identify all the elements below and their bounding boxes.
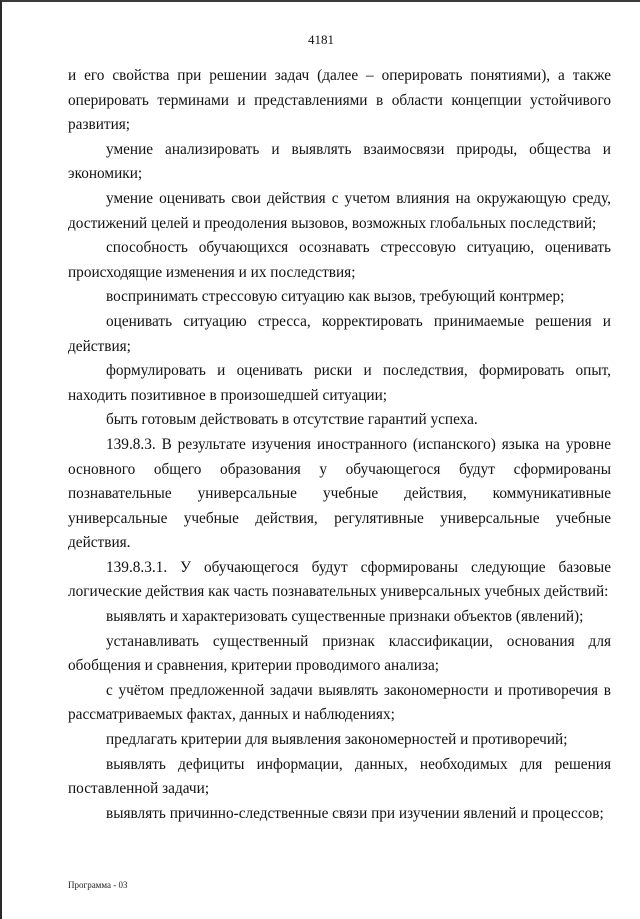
section-paragraph-139-8-3-1: 139.8.3.1. У обучающегося будут сформированы следующие базовые логические действия как часть познавательных универсальных учебных действий:	[68, 558, 611, 601]
paragraph: умение анализировать и выявлять взаимосвязи природы, общества и экономики;	[68, 140, 611, 183]
page-number: 4181	[308, 32, 334, 47]
paragraph: выявлять дефициты информации, данных, необходимых для решения поставленной задачи;	[68, 755, 611, 798]
paragraph: выявлять причинно-следственные связи при изучении явлений и процессов;	[106, 804, 604, 822]
paragraph: выявлять и характеризовать существенные признаки объектов (явлений);	[106, 608, 584, 626]
paragraph: с учётом предложенной задачи выявлять закономерности и противоречия в рассматриваемых фактах, данных и наблюдениях;	[68, 681, 611, 724]
paragraph: способность обучающихся осознавать стрессовую ситуацию, оценивать происходящие изменения и их последствия;	[68, 239, 611, 281]
paragraph-continuation: и его свойства при решении задач (далее – оперировать понятиями), а также оперировать терминами и представлениями в области концепции устойчивого развития;	[68, 67, 611, 134]
paragraph: формулировать и оценивать риски и последствия, формировать опыт, находить позитивное в произошедшей ситуации;	[68, 362, 611, 404]
section-paragraph-139-8-3: 139.8.3. В результате изучения иностранного (испанского) языка на уровне основного общего образования у обучающегося будут сформированы познавательные универсальные учебные действия, коммуникативные универсальные учебные действия, регулятивные универсальные учебные действия.	[68, 435, 611, 552]
paragraph: умение оценивать свои действия с учетом влияния на окружающую среду, достижений целей и преодоления вызовов, возможных глобальных последствий;	[68, 189, 611, 232]
paragraph: устанавливать существенный признак классификации, основания для обобщения и сравнения, критерии проводимого анализа;	[68, 632, 611, 675]
body-text	[68, 64, 611, 826]
paragraph: предлагать критерии для выявления закономерностей и противоречий;	[106, 731, 568, 749]
paragraph: быть готовым действовать в отсутствие гарантий успеха.	[106, 411, 478, 429]
footer-label: Программа - 03	[68, 880, 128, 890]
paragraph: оценивать ситуацию стресса, корректировать принимаемые решения и действия;	[68, 312, 611, 355]
paragraph: воспринимать стрессовую ситуацию как вызов, требующий контрмер;	[106, 288, 565, 306]
